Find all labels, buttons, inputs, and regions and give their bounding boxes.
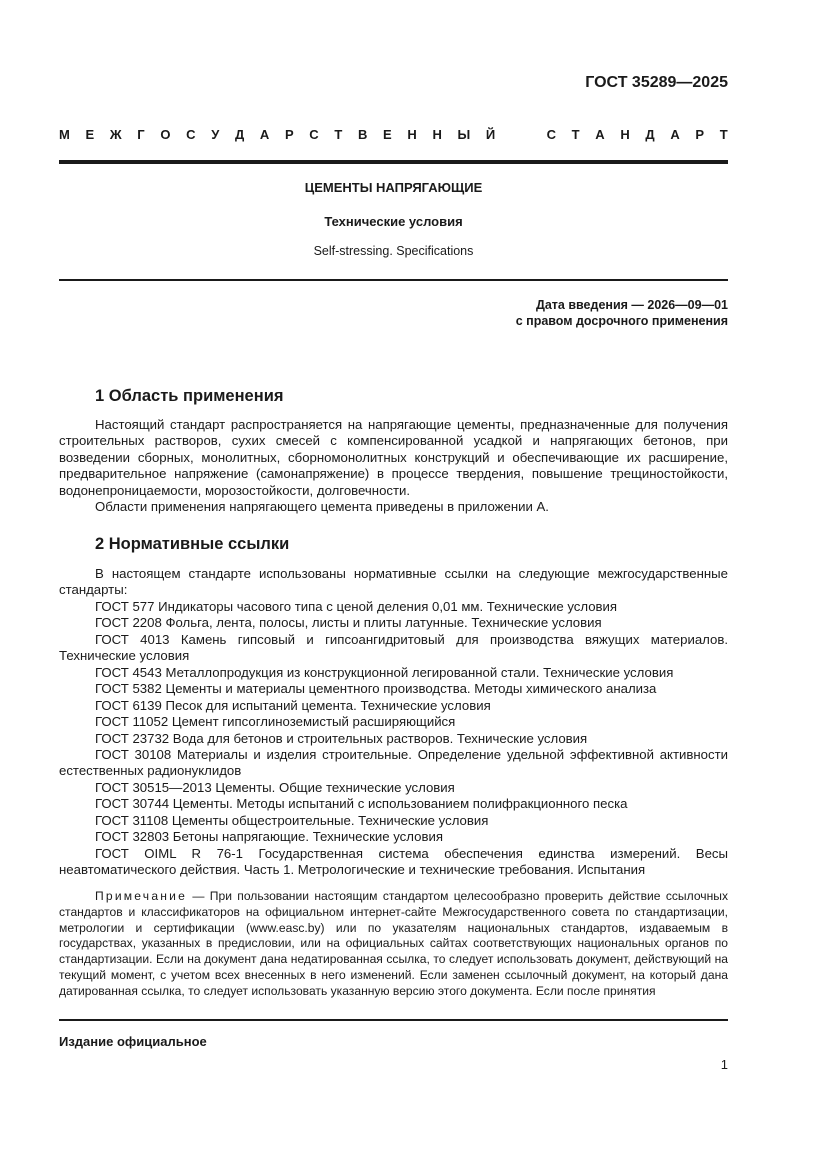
title-divider — [59, 279, 728, 281]
document-title: ЦЕМЕНТЫ НАПРЯГАЮЩИЕ — [304, 180, 483, 195]
banner-letter: Т — [719, 127, 728, 142]
footer-divider — [59, 1019, 728, 1021]
reference-item: ГОСТ 4013 Камень гипсовый и гипсоангидритовый для производства вяжущих материалов. Технические условия — [59, 631, 728, 664]
reference-item: ГОСТ 32803 Бетоны напрягающие. Технические условия — [95, 829, 443, 845]
banner-letter: Ж — [109, 127, 122, 142]
reference-item: ГОСТ 577 Индикаторы часового типа с ценой деления 0,01 мм. Технические условия — [95, 598, 618, 614]
note-block — [59, 889, 728, 1000]
banner-letter: Е — [85, 127, 95, 142]
page-number: 1 — [720, 1057, 728, 1072]
reference-item: ГОСТ 6139 Песок для испытаний цемента. Технические условия — [95, 697, 491, 713]
banner-letter: Й — [485, 127, 496, 142]
banner-letter: Ы — [457, 127, 471, 142]
banner-letter: А — [595, 127, 605, 142]
note-text: — При пользовании настоящим стандартом целесообразно проверить действие ссылочных стандартов и классификаторов на официальном интернет-сайте Межгосударственного совета по стандартизации, метрологии и сертификации (www.easc.by) или по указателям национальных стандартов, издаваемым в государствах, указанных в предисловии, или на официальных сайтах соответствующих национальных органов по стандартизации. Если на документ дана недатированная ссылка, то следует использовать документ, действующий на текущий момент, с учетом всех внесенных в него изменений. Если заменен ссылочный документ, на который дана датированная ссылка, то следует использовать указанную версию этого документа. Если после принятия — [59, 889, 728, 998]
introduction-date-line: Дата введения — 2026—09—01 — [535, 298, 728, 312]
banner-letter: М — [59, 127, 70, 142]
banner-letter: С — [546, 127, 556, 142]
banner-letter: Н — [432, 127, 442, 142]
banner-letter: С — [309, 127, 319, 142]
banner-letter: О — [160, 127, 171, 142]
english-title: Self-stressing. Specifications — [313, 244, 474, 258]
paragraph: Настоящий стандарт распространяется на напрягающие цементы, предназначенные для получения строительных растворов, сухих смесей с компенсированной усадкой и напрягающих бетонов, при возведении сборных, монолитных, сборномонолитных конструкций и обеспечивающие их расширение, предварительное напряжение (самонапряжение) в процессе твердения, повышение трещиностойкости, водонепроницаемости, морозостойкости, долговечности. — [59, 417, 728, 498]
section-2-heading: 2 Нормативные ссылки — [95, 535, 290, 553]
note-paragraph — [59, 889, 728, 1000]
banner-letter: Т — [334, 127, 343, 142]
section-1-body — [59, 417, 728, 516]
banner-letter: Д — [645, 127, 655, 142]
banner-letter: Д — [234, 127, 245, 142]
header-divider — [59, 160, 728, 164]
banner-letter: А — [259, 127, 270, 142]
introduction-date — [516, 297, 728, 329]
banner-letter: Н — [407, 127, 417, 142]
banner-letter: В — [357, 127, 368, 142]
section-2-body — [59, 566, 728, 879]
paragraph: В настоящем стандарте использованы нормативные ссылки на следующие межгосударственные стандарты: — [59, 566, 728, 598]
banner-letter: Р — [695, 127, 705, 142]
document-number: ГОСТ 35289—2025 — [585, 74, 728, 91]
reference-item: ГОСТ 11052 Цемент гипсоглиноземистый расширяющийся — [95, 714, 456, 730]
section-1-heading: 1 Область применения — [95, 387, 284, 405]
reference-item: ГОСТ 31108 Цементы общестроительные. Технические условия — [95, 812, 489, 828]
paragraph: Области применения напрягающего цемента приведены в приложении А. — [95, 499, 549, 515]
reference-item: ГОСТ 30744 Цементы. Методы испытаний с использованием полифракционного песка — [95, 796, 628, 812]
note-label: Примечание — [95, 889, 187, 903]
reference-item: ГОСТ 30515—2013 Цементы. Общие технические условия — [95, 779, 455, 795]
banner-letter: Г — [137, 127, 145, 142]
standard-type-banner — [59, 127, 728, 142]
reference-item: ГОСТ 4543 Металлопродукция из конструкционной легированной стали. Технические условия — [95, 664, 674, 680]
banner-letter: Н — [620, 127, 630, 142]
banner-letter: У — [211, 127, 220, 142]
reference-item: ГОСТ 2208 Фольга, лента, полосы, листы и плиты латунные. Технические условия — [95, 615, 602, 631]
reference-item: ГОСТ OIML R 76-1 Государственная система обеспечения единства измерений. Весы неавтоматического действия. Часть 1. Метрологические и технические требования. Испытания — [59, 845, 728, 878]
reference-item: ГОСТ 5382 Цементы и материалы цементного производства. Методы химического анализа — [95, 681, 657, 697]
banner-letter: Р — [284, 127, 294, 142]
reference-item: ГОСТ 30108 Материалы и изделия строительные. Определение удельной эффективной активности естественных радионуклидов — [59, 746, 728, 779]
reference-item: ГОСТ 23732 Вода для бетонов и строительных растворов. Технические условия — [95, 730, 588, 746]
early-application-line: с правом досрочного применения — [515, 314, 728, 328]
banner-letter: Т — [571, 127, 580, 142]
banner-letter: Е — [383, 127, 392, 142]
official-edition-label: Издание официальное — [59, 1034, 207, 1049]
banner-letter: А — [670, 127, 680, 142]
banner-word-gap — [511, 127, 531, 142]
banner-letter: С — [186, 127, 196, 142]
document-subtitle: Технические условия — [324, 214, 463, 229]
